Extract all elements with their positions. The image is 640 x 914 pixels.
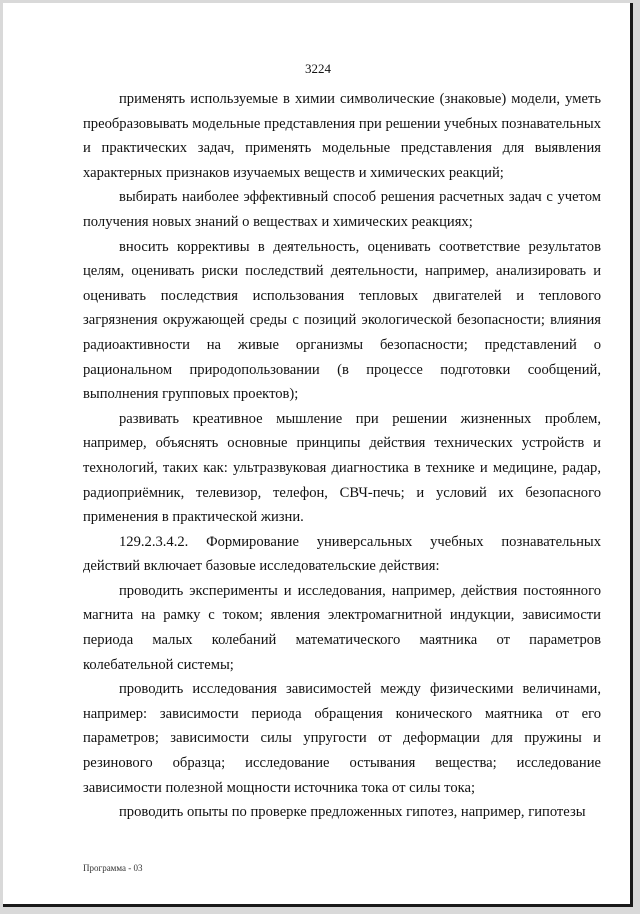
paragraph: проводить исследования зависимостей между физическими величинами, например: зависимости периода обращения конического маятника от его параметров; зависимости силы упругости от деформации для пружины и резинового образца; исследование остывания вещества; исследование зависимости полезной мощности источника тока от силы тока; (83, 681, 601, 796)
paragraph: 129.2.3.4.2. Формирование универсальных учебных познавательных действий включает базовые исследовательские действия: (83, 533, 601, 575)
paragraph: проводить эксперименты и исследования, например, действия постоянного магнита на рамку с током; явления электромагнитной индукции, зависимости периода малых колебаний математического маятника от параметров колебательной системы; (83, 582, 601, 673)
body-text (83, 87, 601, 825)
paragraph: применять используемые в химии символические (знаковые) модели, уметь преобразовывать модельные представления при решении учебных познавательных и практических задач, применять модельные представления для выявления характерных признаков изучаемых веществ и химических реакций; (83, 91, 601, 181)
footer-note: Программа - 03 (83, 863, 143, 873)
document-page (3, 3, 633, 907)
paragraph: выбирать наиболее эффективный способ решения расчетных задач с учетом получения новых знаний о веществах и химических реакциях; (83, 189, 601, 230)
paragraph: проводить опыты по проверке предложенных гипотез, например, гипотезы (119, 804, 586, 821)
page-number: 3224 (305, 61, 331, 76)
paragraph: развивать креативное мышление при решении жизненных проблем, например, объяснять основные принципы действия технических устройств и технологий, таких как: ультразвуковая диагностика в технике и медицине, радар, радиоприёмник, телевизор, телефон, СВЧ-печь; и условий их безопасного применения в практической жизни. (83, 410, 601, 526)
paragraph: вносить коррективы в деятельность, оценивать соответствие результатов целям, оценивать риски последствий деятельности, например, анализировать и оценивать последствия использования тепловых двигателей и теплового загрязнения окружающей среды с позиций экологической безопасности; влияния радиоактивности на живые организмы безопасности; представлений о рациональном природопользовании (в процессе подготовки сообщений, выполнения групповых проектов); (83, 238, 601, 403)
